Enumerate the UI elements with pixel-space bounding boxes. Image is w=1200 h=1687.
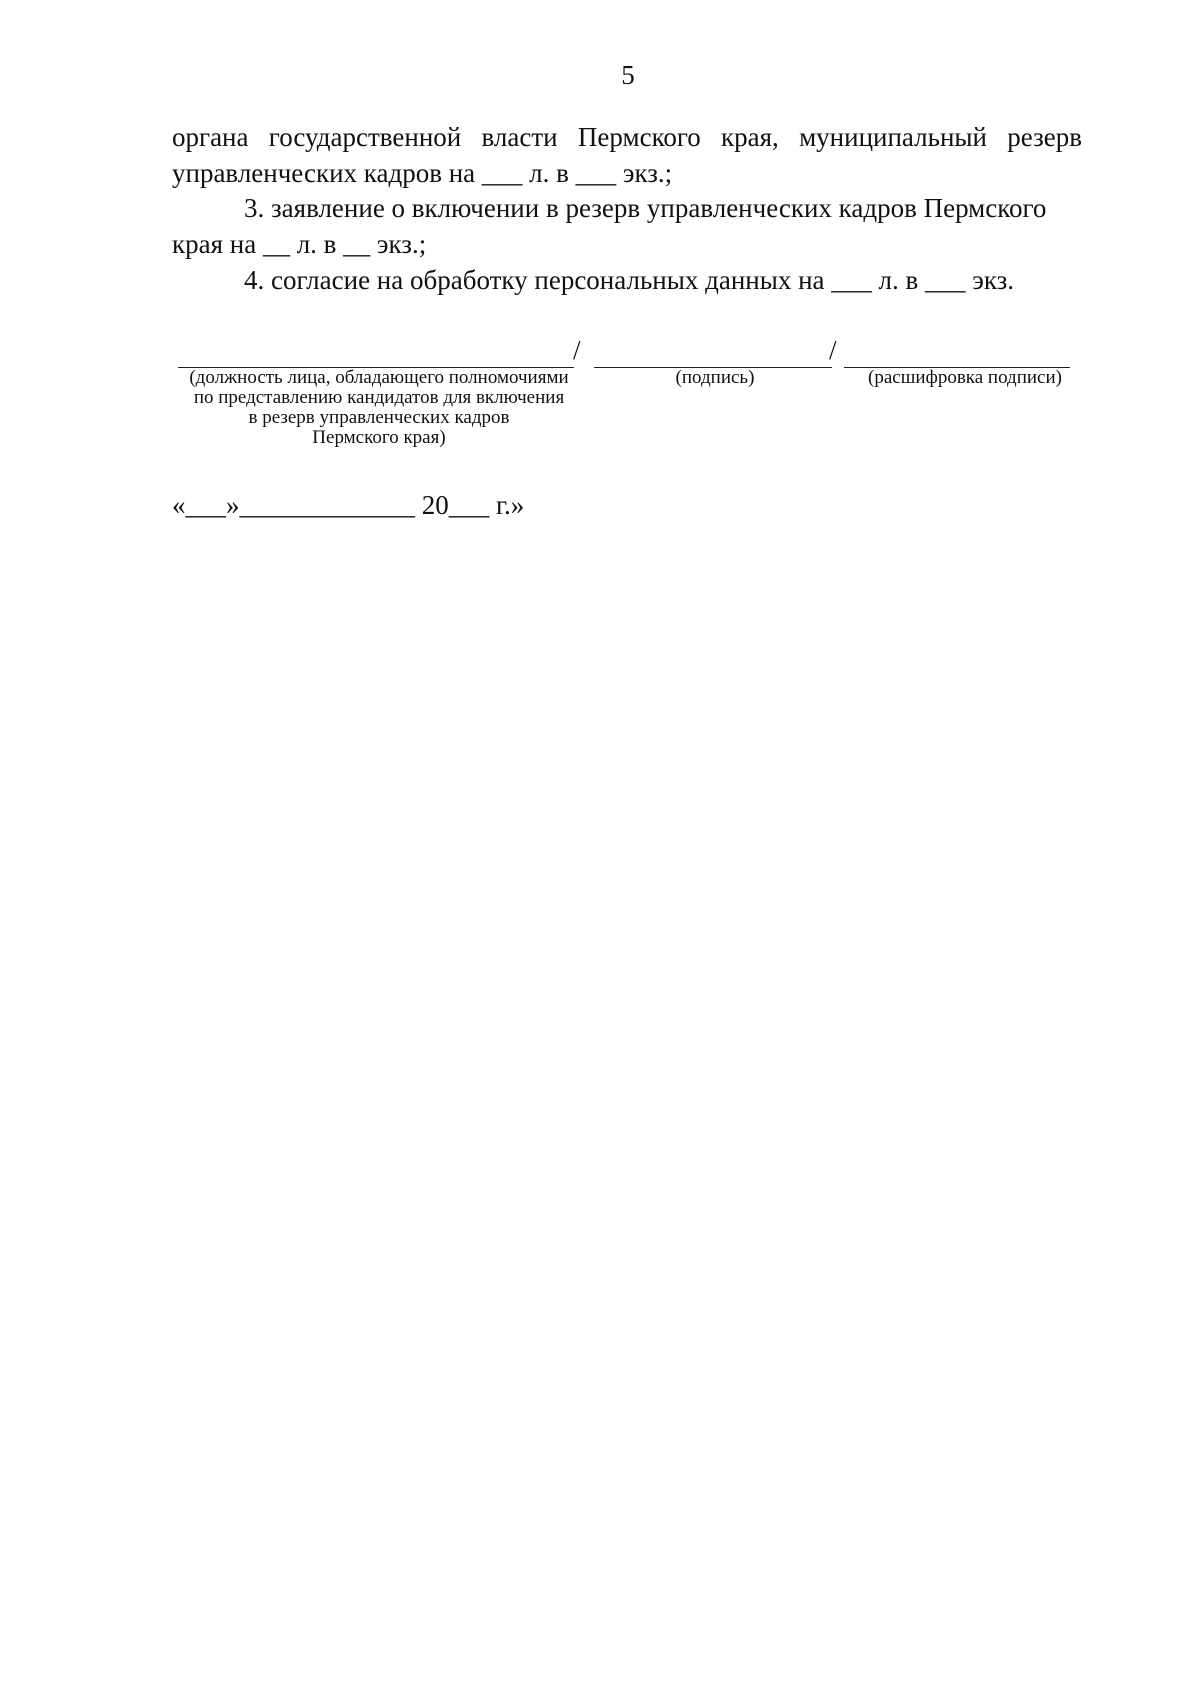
caption-line: в резерв управленческих кадров (248, 407, 510, 428)
caption-line: по представлению кандидатов для включения (193, 387, 565, 408)
caption-line: Пермского края) (312, 427, 446, 448)
page-number: 5 (621, 60, 635, 90)
paragraph-line: 3. заявление о включении в резерв управленческих кадров Пермского (244, 193, 1047, 223)
position-caption (172, 368, 586, 448)
date-line: «___»_____________ 20___ г.» (172, 490, 525, 520)
paragraph-line: края на __ л. в __ экз.; (172, 229, 427, 259)
list-item-4 (172, 262, 1082, 298)
paragraph-continuation (172, 119, 1082, 191)
decoding-caption: (расшифровка подписи) (868, 367, 1062, 388)
paragraph-line: управленческих кадров на ___ л. в ___ экз.; (172, 158, 673, 188)
paragraph-line: органа государственной власти Пермского края, муниципальный резерв (172, 122, 1082, 152)
list-item-3 (172, 190, 1082, 262)
caption-line: (должность лица, обладающего полномочиями (189, 367, 569, 388)
signature-separator: / (829, 335, 837, 365)
signature-separator: / (573, 335, 581, 365)
paragraph-line: 4. согласие на обработку персональных данных на ___ л. в ___ экз. (244, 265, 1015, 295)
signature-caption: (подпись) (675, 367, 755, 388)
